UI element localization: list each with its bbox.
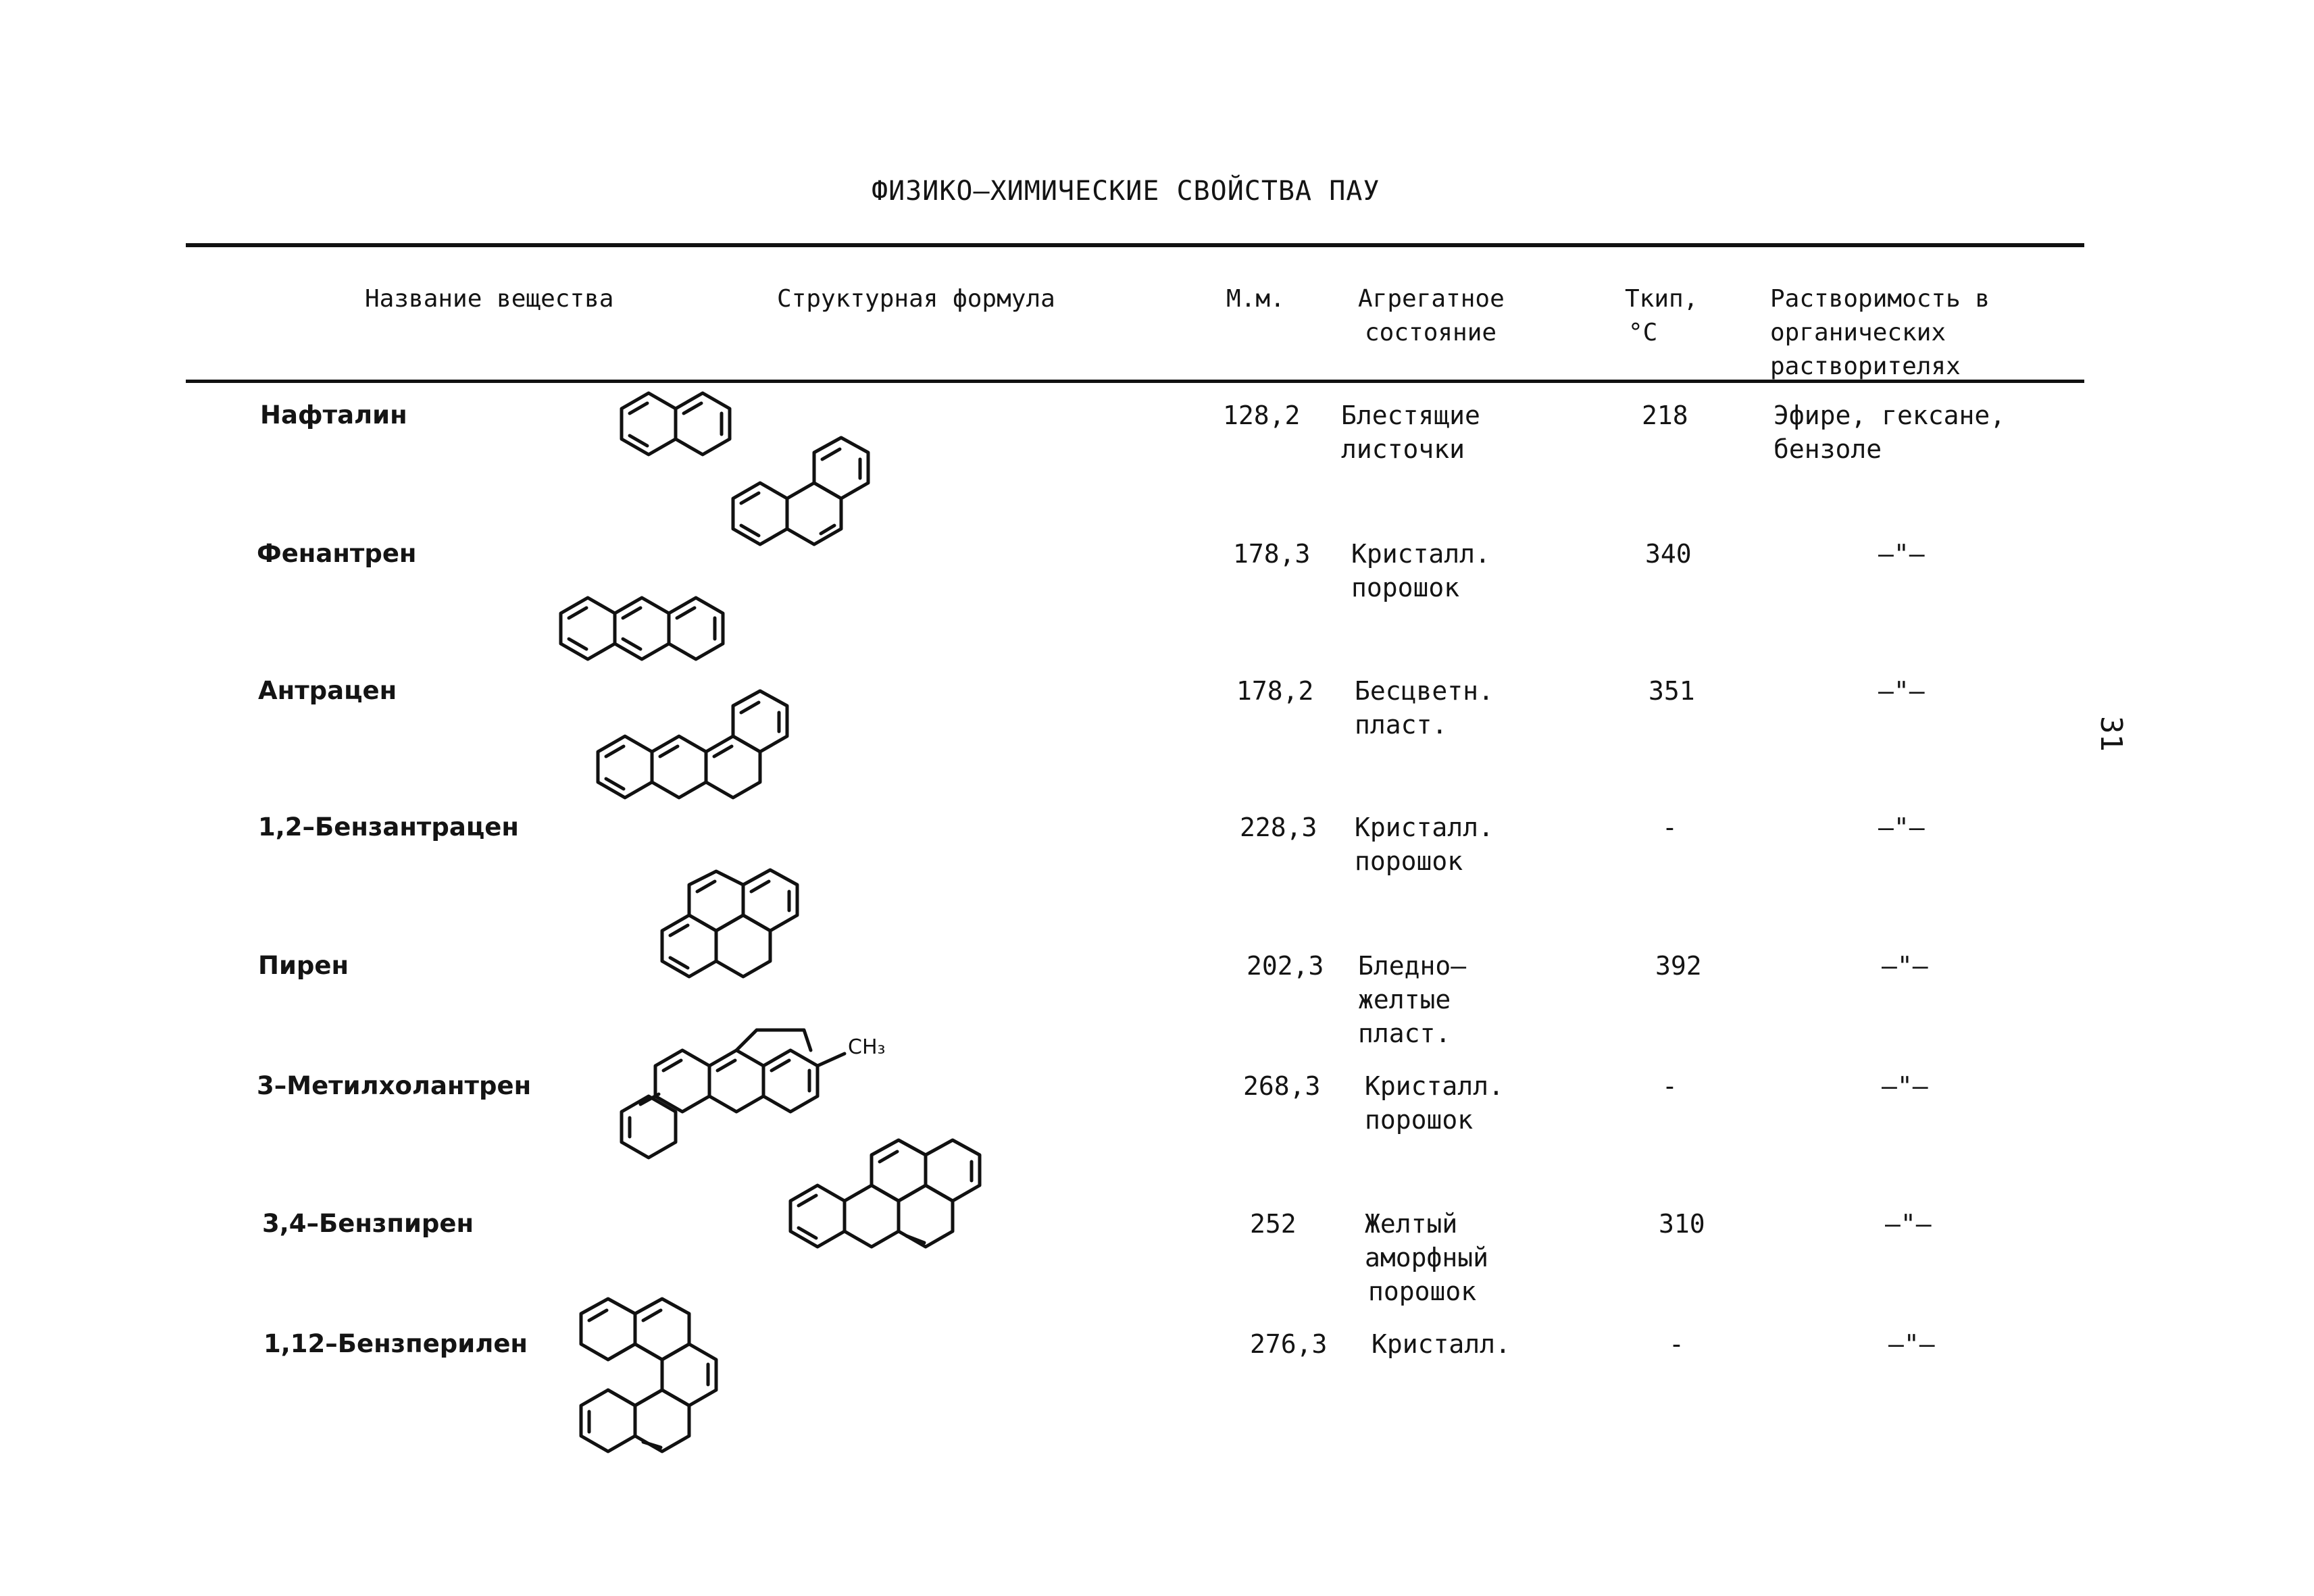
row-state-line: Кристалл. [1365, 1071, 1504, 1101]
row-state-line: порошок [1368, 1277, 1477, 1306]
header-mm: М.м. [1226, 285, 1285, 313]
row-state-line: аморфный [1365, 1243, 1489, 1272]
row-mm: 276,3 [1250, 1329, 1328, 1359]
row-mm: 268,3 [1243, 1071, 1321, 1101]
row-solubility-line: Эфире, гексане, [1774, 401, 2006, 430]
row-name: Нафталин [260, 401, 407, 430]
row-name: Антрацен [258, 676, 397, 705]
row-solubility-line: бензоле [1774, 434, 1882, 464]
structure-pyrene [662, 865, 838, 1020]
structure-benz-a-anthracene [598, 686, 841, 841]
structure-phenanthrene [733, 432, 922, 588]
row-state-line: Кристалл. [1351, 539, 1490, 569]
svg-text:CH₃: CH₃ [848, 1035, 886, 1059]
row-tboil: 218 [1642, 401, 1688, 430]
row-name: 1,12–Бензперилен [263, 1329, 528, 1358]
row-state-line: пласт. [1358, 1019, 1451, 1048]
header-tboil-1: Ткип, [1625, 285, 1699, 313]
header-state-1: Агрегатное [1358, 285, 1505, 313]
row-name: 1,2–Бензантрацен [258, 813, 519, 842]
row-mm: 252 [1250, 1209, 1297, 1239]
row-solubility-ditto: —"— [1878, 676, 1925, 706]
header-name: Название вещества [365, 285, 614, 313]
row-name: Фенантрен [257, 539, 417, 568]
row-tboil: 310 [1659, 1209, 1705, 1239]
row-mm: 178,3 [1233, 539, 1311, 569]
header-tboil-2: °С [1628, 319, 1658, 346]
table-top-rule [186, 243, 2084, 247]
row-tboil: 340 [1645, 539, 1692, 569]
header-formula: Структурная формула [777, 285, 1055, 313]
header-sol-2: органических [1770, 319, 1946, 346]
row-state-line: порошок [1355, 846, 1463, 876]
row-state-line: Кристалл. [1355, 813, 1494, 842]
row-state-line: Кристалл. [1372, 1329, 1511, 1359]
row-name: 3,4–Бензпирен [262, 1209, 474, 1238]
row-solubility-ditto: —"— [1878, 813, 1925, 842]
row-state-line: желтые [1358, 985, 1451, 1014]
row-tboil: 351 [1649, 676, 1695, 706]
structure-anthracene [561, 588, 777, 675]
row-state-line: Желтый [1365, 1209, 1458, 1239]
page-title: ФИЗИКО–ХИМИЧЕСКИЕ СВОЙСТВА ПАУ [872, 176, 1380, 207]
row-solubility-ditto: —"— [1882, 951, 1928, 981]
row-tboil: 392 [1655, 951, 1702, 981]
row-state-line: листочки [1341, 434, 1465, 464]
row-solubility-ditto: —"— [1885, 1209, 1932, 1239]
row-tboil: - [1669, 1329, 1684, 1359]
row-state-line: порошок [1351, 573, 1460, 602]
structure-benzo-a-pyrene [763, 1135, 1013, 1290]
header-state-2: состояние [1365, 319, 1497, 346]
row-mm: 178,2 [1236, 676, 1314, 706]
structure-benzo-ghi-perylene [568, 1293, 770, 1496]
row-name: 3–Метилхолантрен [257, 1071, 532, 1100]
row-state-line: Блестящие [1341, 401, 1480, 430]
row-state-line: Бледно– [1358, 951, 1467, 981]
row-solubility-ditto: —"— [1888, 1329, 1935, 1359]
row-mm: 202,3 [1247, 951, 1324, 981]
row-state-line: порошок [1365, 1105, 1474, 1135]
row-solubility-ditto: —"— [1882, 1071, 1928, 1101]
header-sol-1: Растворимость в [1770, 285, 1990, 313]
row-tboil: - [1662, 1071, 1678, 1101]
page-number: 31 [2094, 716, 2128, 752]
row-state-line: Бесцветн. [1355, 676, 1494, 706]
row-name: Пирен [258, 951, 349, 980]
row-state-line: пласт. [1355, 710, 1448, 740]
header-sol-3: растворителях [1770, 353, 1961, 380]
row-mm: 128,2 [1223, 401, 1301, 430]
row-solubility-ditto: —"— [1878, 539, 1925, 569]
row-tboil: - [1662, 813, 1678, 842]
row-mm: 228,3 [1240, 813, 1317, 842]
